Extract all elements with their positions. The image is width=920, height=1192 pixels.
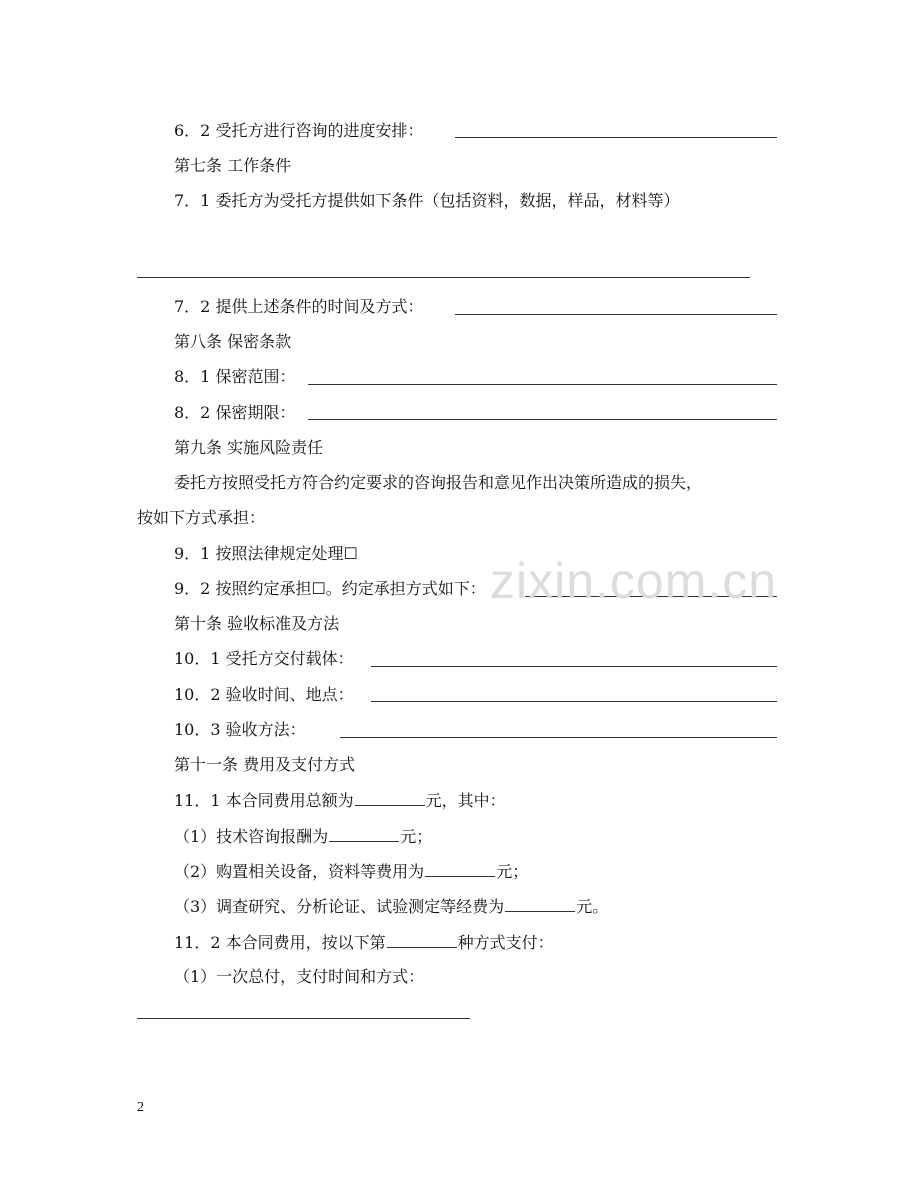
blank-10-3: [340, 737, 777, 738]
item-1-text: （1）技术咨询报酬为: [174, 827, 329, 846]
line-11-2-suffix: 种方式支付：: [457, 933, 554, 952]
line-11-1-text: 11．1 本合同费用总额为: [174, 791, 354, 810]
blank-7-1: [137, 277, 750, 278]
line-7-2: 7．2 提供上述条件的时间及方式：: [174, 297, 424, 316]
blank-item-1: [329, 825, 399, 842]
blank-item-2: [425, 860, 495, 877]
line-9-1: 9．1 按照法律规定处理☐: [174, 544, 358, 563]
blank-11-2: [387, 931, 457, 948]
item-2-suffix: 元；: [496, 862, 529, 881]
article-7-heading: 第七条 工作条件: [174, 156, 292, 175]
line-10-2: 10．2 验收时间、地点：: [174, 685, 354, 704]
line-11-2: [174, 931, 554, 954]
page-number: 2: [137, 1100, 144, 1115]
item-1-suffix: 元；: [400, 827, 433, 846]
line-6-2: [174, 120, 423, 142]
item-3-suffix: 元。: [576, 897, 609, 916]
blank-item-3: [505, 895, 575, 912]
article-10-heading: 第十条 验收标准及方法: [174, 614, 340, 633]
blank-payment-1: [137, 1018, 470, 1019]
article-9-heading: 第九条 实施风险责任: [174, 438, 324, 457]
line-10-1: 10．1 受托方交付载体：: [174, 649, 354, 668]
item-3: [174, 895, 608, 918]
blank-10-1: [371, 666, 777, 667]
article-11-heading: 第十一条 费用及支付方式: [174, 755, 356, 774]
line-11-2-text: 11．2 本合同费用，按以下第: [174, 933, 386, 952]
blank-7-2: [455, 314, 777, 315]
line-8-2: 8．2 保密期限：: [174, 403, 296, 422]
article-9-body: 委托方按照受托方符合约定要求的咨询报告和意见作出决策所造成的损失，: [174, 473, 703, 492]
line-9-2: 9．2 按照约定承担☐。约定承担方式如下：: [174, 579, 486, 598]
blank-10-2: [371, 701, 777, 702]
blank-6-2: [455, 137, 777, 138]
item-2-text: （2）购置相关设备，资料等费用为: [174, 862, 425, 881]
line-7-1: 7．1 委托方为受托方提供如下条件（包括资料，数据，样品，材料等）: [174, 191, 680, 210]
item-1: [174, 825, 432, 848]
payment-option-1: （1）一次总付，支付时间和方式：: [174, 967, 425, 986]
watermark: zixin.com.cn: [490, 553, 778, 609]
line-6-2-text: 6．2 受托方进行咨询的进度安排：: [174, 121, 424, 140]
blank-11-1: [355, 789, 425, 806]
line-11-1: [174, 789, 506, 812]
item-2: [174, 860, 528, 883]
line-10-3: 10．3 验收方法：: [174, 720, 306, 739]
line-8-1: 8．1 保密范围：: [174, 367, 296, 386]
line-11-1-suffix: 元，其中：: [425, 791, 506, 810]
article-8-heading: 第八条 保密条款: [174, 332, 292, 351]
blank-8-2: [308, 419, 777, 420]
item-3-text: （3）调查研究、分析论证、试验测定等经费为: [174, 897, 505, 916]
blank-8-1: [308, 384, 777, 385]
article-9-body-cont: 按如下方式承担：: [137, 508, 266, 527]
